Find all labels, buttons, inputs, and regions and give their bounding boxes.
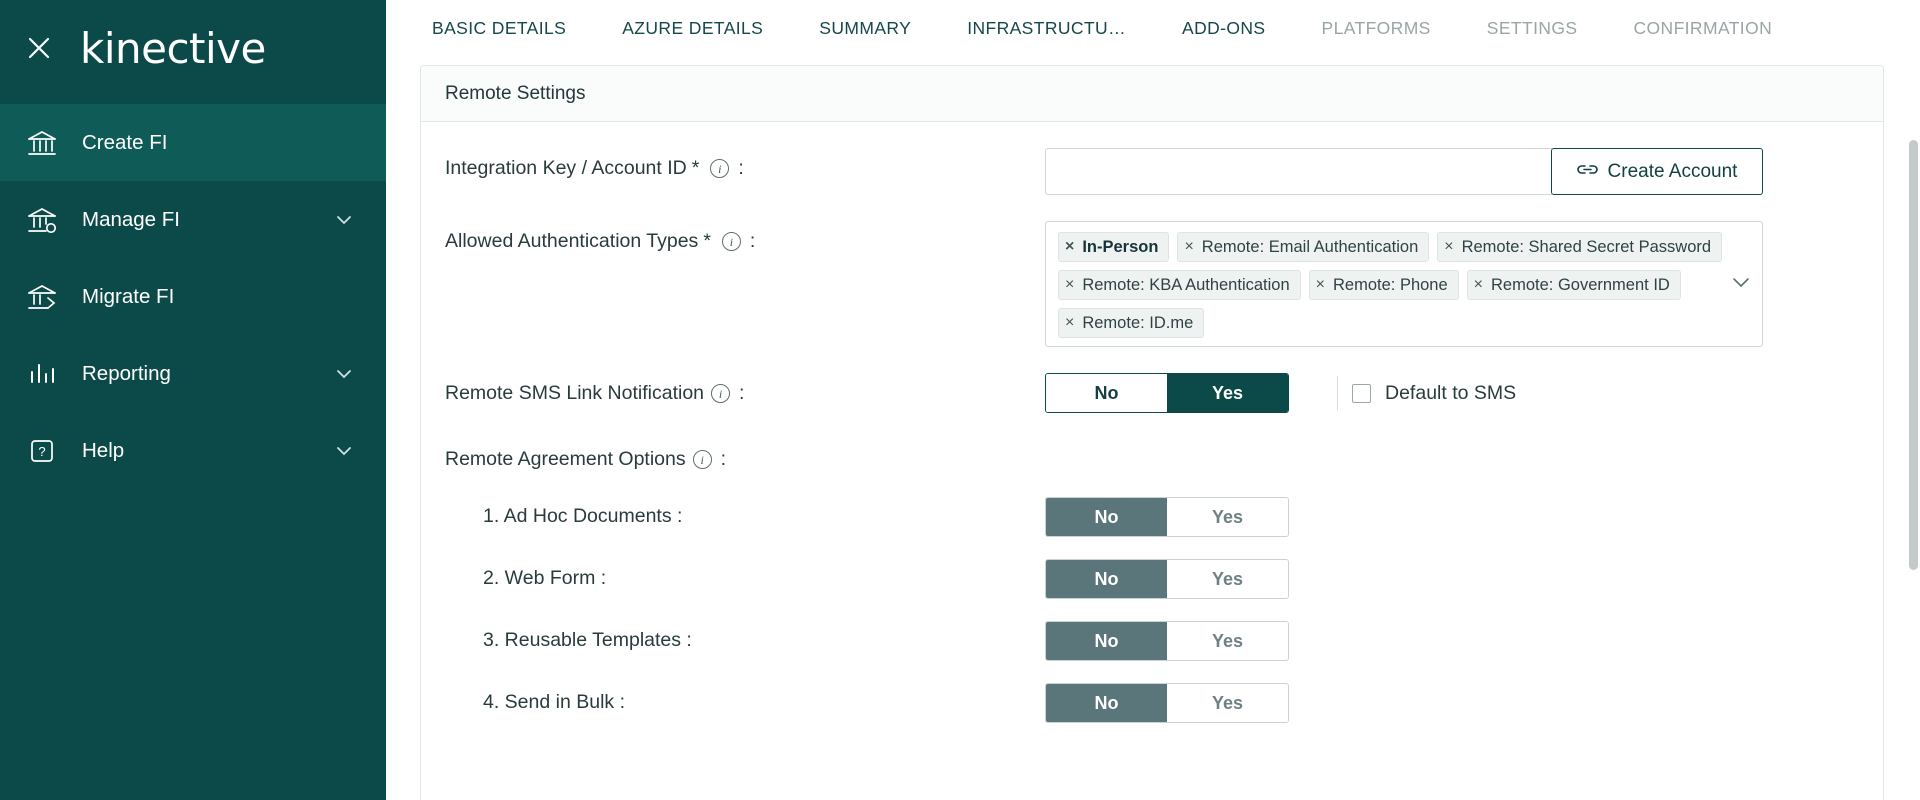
option-label: 2. Web Form :: [483, 567, 607, 590]
ad-hoc-documents-toggle-yes[interactable]: Yes: [1167, 498, 1288, 536]
info-icon[interactable]: i: [710, 159, 729, 178]
chip-remove-icon[interactable]: ×: [1065, 238, 1075, 255]
chevron-down-icon[interactable]: [334, 364, 354, 384]
required-marker: *: [691, 157, 700, 179]
sidebar: [0, 0, 386, 800]
sidebar-item-migrate-fi[interactable]: [0, 258, 386, 335]
chip-remove-icon[interactable]: ×: [1065, 314, 1075, 331]
option-field: [1045, 497, 1883, 537]
reusable-templates-toggle-no[interactable]: No: [1046, 622, 1167, 660]
vertical-divider: [1337, 376, 1338, 410]
auth-types-field: [1045, 221, 1883, 347]
integration-key-input[interactable]: [1045, 148, 1552, 195]
svg-text:?: ?: [38, 443, 46, 459]
chevron-down-icon[interactable]: [1732, 275, 1750, 293]
info-icon[interactable]: i: [711, 384, 730, 403]
agreement-option-send-in-bulk: [421, 683, 1883, 723]
chip-label: Remote: Government ID: [1491, 275, 1670, 294]
integration-key-label: [445, 148, 1045, 180]
info-icon[interactable]: i: [693, 450, 712, 469]
chevron-down-icon[interactable]: [334, 441, 354, 461]
chip-remove-icon[interactable]: ×: [1473, 276, 1483, 293]
page-scrollbar[interactable]: [1909, 140, 1918, 740]
chip-label: Remote: KBA Authentication: [1082, 275, 1290, 294]
main-content: [386, 0, 1920, 800]
option-label: 4. Send in Bulk :: [483, 691, 626, 714]
required-marker: *: [703, 230, 711, 252]
tab-settings[interactable]: SETTINGS: [1486, 18, 1578, 38]
send-in-bulk-toggle-no[interactable]: No: [1046, 684, 1167, 722]
chip-label: Remote: Phone: [1333, 275, 1448, 294]
sidebar-item-label: Migrate FI: [82, 284, 175, 308]
tab-platforms[interactable]: PLATFORMS: [1321, 18, 1431, 38]
web-form-toggle-no[interactable]: No: [1046, 560, 1167, 598]
sms-link-row: [421, 373, 1883, 413]
chevron-down-icon[interactable]: [334, 210, 354, 230]
reusable-templates-toggle[interactable]: [1045, 621, 1289, 661]
tab-add-ons[interactable]: ADD-ONS: [1182, 18, 1266, 38]
help-circle-icon: [24, 433, 60, 469]
send-in-bulk-toggle-yes[interactable]: Yes: [1167, 684, 1288, 722]
sidebar-header: [0, 0, 386, 96]
bank-gear-icon: [24, 202, 60, 238]
chip-remove-icon[interactable]: ×: [1065, 276, 1075, 293]
web-form-toggle-yes[interactable]: Yes: [1167, 560, 1288, 598]
link-account-icon: [1577, 161, 1598, 183]
tab-basic-details[interactable]: BASIC DETAILS: [432, 18, 567, 38]
auth-types-label-text: Allowed Authentication Types: [445, 230, 699, 252]
tab-infrastructure[interactable]: INFRASTRUCTU…: [967, 18, 1126, 38]
auth-types-label: [445, 221, 1045, 253]
chip-remote-id-me: [1058, 308, 1204, 338]
reusable-templates-toggle-yes[interactable]: Yes: [1167, 622, 1288, 660]
chip-label: Remote: ID.me: [1082, 313, 1194, 332]
bar-chart-icon: [24, 356, 60, 392]
chip-remove-icon[interactable]: ×: [1315, 276, 1325, 293]
integration-key-row: [421, 148, 1883, 195]
sms-link-toggle-yes[interactable]: Yes: [1167, 374, 1288, 412]
create-account-button[interactable]: [1551, 148, 1763, 195]
agreement-options-label: [445, 439, 1045, 471]
form-content: [386, 57, 1920, 800]
bank-icon: [24, 125, 60, 161]
label-colon: :: [739, 382, 745, 404]
send-in-bulk-toggle[interactable]: [1045, 683, 1289, 723]
default-sms-group: [1337, 376, 1516, 410]
info-icon[interactable]: i: [722, 232, 741, 251]
bank-arrow-icon: [24, 279, 60, 315]
sms-link-toggle[interactable]: [1045, 373, 1289, 413]
auth-types-row: [421, 221, 1883, 347]
agreement-option-reusable-templates: [421, 621, 1883, 661]
sms-link-label-text: Remote SMS Link Notification: [445, 382, 705, 404]
option-field: [1045, 621, 1883, 661]
sms-link-toggle-no[interactable]: No: [1046, 374, 1167, 412]
tab-confirmation[interactable]: CONFIRMATION: [1633, 18, 1773, 38]
create-account-button-label: Create Account: [1607, 160, 1738, 182]
sidebar-item-label: Help: [82, 438, 125, 462]
close-icon[interactable]: [22, 31, 56, 65]
agreement-options-row: [421, 439, 1883, 471]
chip-label: Remote: Shared Secret Password: [1461, 237, 1712, 256]
chip-in-person: [1058, 232, 1169, 262]
option-label: 1. Ad Hoc Documents :: [483, 505, 683, 528]
agreement-option-ad-hoc-documents: [421, 497, 1883, 537]
option-label: 3. Reusable Templates :: [483, 629, 692, 652]
chip-remove-icon[interactable]: ×: [1184, 238, 1194, 255]
tab-azure-details[interactable]: AZURE DETAILS: [622, 18, 764, 38]
sidebar-nav: [0, 104, 386, 489]
chip-remote-phone: [1309, 270, 1459, 300]
ad-hoc-documents-toggle-no[interactable]: No: [1046, 498, 1167, 536]
chip-label: In-Person: [1082, 237, 1159, 256]
scrollbar-thumb[interactable]: [1909, 140, 1918, 570]
sms-link-field: [1045, 373, 1883, 413]
sidebar-item-label: Create FI: [82, 130, 168, 154]
chip-label: Remote: Email Authentication: [1201, 237, 1419, 256]
remote-settings-panel: [420, 65, 1884, 800]
panel-title: Remote Settings: [421, 66, 1883, 122]
sidebar-item-manage-fi[interactable]: [0, 181, 386, 258]
web-form-toggle[interactable]: [1045, 559, 1289, 599]
auth-types-multiselect[interactable]: [1045, 221, 1763, 347]
sidebar-item-help[interactable]: [0, 412, 386, 489]
panel-body: [421, 122, 1883, 723]
brand-logo: kinective: [80, 23, 266, 73]
sidebar-item-label: Reporting: [82, 361, 171, 385]
label-colon: :: [738, 157, 744, 179]
chip-remote-government-id: [1467, 270, 1681, 300]
agreement-option-web-form: [421, 559, 1883, 599]
option-field: [1045, 559, 1883, 599]
default-to-sms-checkbox[interactable]: [1352, 384, 1371, 403]
label-colon: :: [749, 230, 756, 252]
sidebar-item-reporting[interactable]: [0, 335, 386, 412]
sms-link-label: [445, 373, 1045, 405]
integration-key-input-group: [1045, 148, 1763, 195]
sidebar-item-create-fi[interactable]: [0, 104, 386, 181]
chip-remote-email-authentication: [1177, 232, 1429, 262]
chip-remote-shared-secret-password: [1437, 232, 1722, 262]
default-to-sms-label: Default to SMS: [1385, 381, 1517, 404]
sidebar-item-label: Manage FI: [82, 207, 180, 231]
ad-hoc-documents-toggle[interactable]: [1045, 497, 1289, 537]
chip-remote-kba-authentication: [1058, 270, 1301, 300]
tab-summary[interactable]: SUMMARY: [819, 18, 912, 38]
integration-key-field: [1045, 148, 1883, 195]
label-colon: :: [720, 448, 727, 470]
wizard-tabs: [386, 0, 1920, 57]
option-field: [1045, 683, 1883, 723]
integration-key-label-text: Integration Key / Account ID: [445, 157, 687, 179]
chip-remove-icon[interactable]: ×: [1444, 238, 1454, 255]
agreement-options-label-text: Remote Agreement Options: [445, 448, 686, 470]
